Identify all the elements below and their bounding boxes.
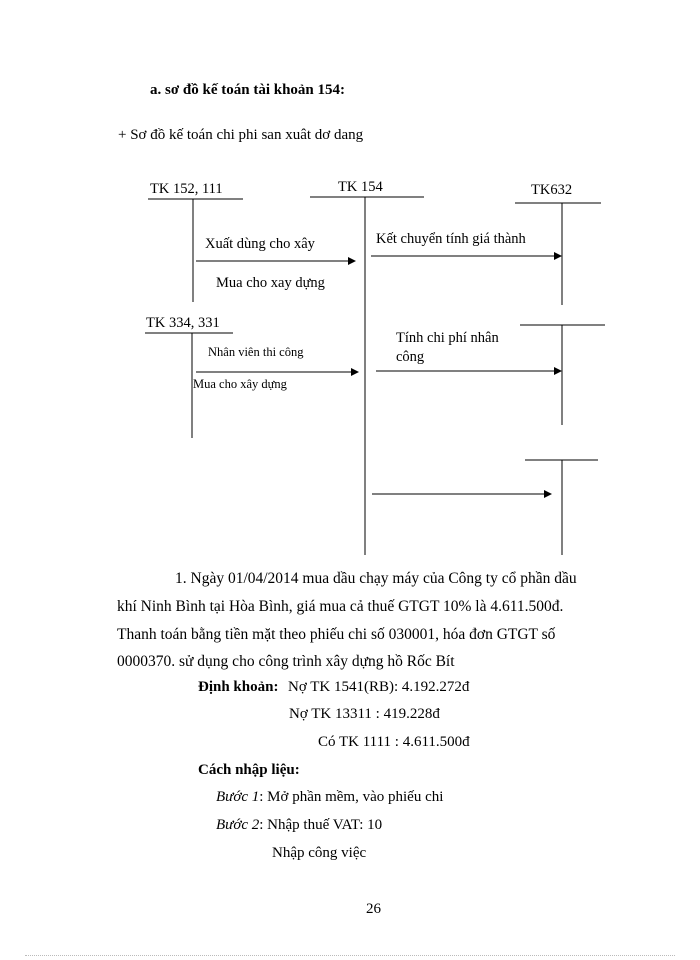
- step-1-text: : Mở phần mềm, vào phiếu chi: [259, 789, 444, 805]
- label-mua-cho-xay-dung-2: Mua cho xây dựng: [193, 377, 287, 391]
- entry-row-3: Có TK 1111 : 4.611.500đ: [318, 734, 470, 750]
- page-number: 26: [366, 901, 381, 917]
- paragraph-line-3: Thanh toán bằng tiền mặt theo phiếu chi số 030001, hóa đơn GTGT số: [117, 626, 556, 643]
- label-nhan-vien: Nhân viên thi công: [208, 345, 304, 359]
- account-label-tk334: TK 334, 331: [146, 315, 220, 331]
- label-mua-cho-xay-dung: Mua cho xay dựng: [216, 275, 325, 291]
- instructions-title: Cách nhập liệu:: [198, 762, 300, 778]
- paragraph-line-1: 1. Ngày 01/04/2014 mua dầu chạy máy của Công ty cổ phần dầu: [175, 570, 577, 587]
- label-xuat-dung: Xuất dùng cho xây: [205, 236, 315, 252]
- account-label-tk154: TK 154: [338, 179, 383, 195]
- paragraph-line-4: 0000370. sử dụng cho công trình xây dựng hồ Rốc Bít: [117, 653, 455, 670]
- label-tinh-chi-phi-line1: Tính chi phí nhân: [396, 330, 499, 346]
- step-1-label: Bước 1: [216, 789, 260, 805]
- section-heading: a. sơ đồ kế toán tài khoản 154:: [150, 82, 346, 98]
- step-2-text: : Nhập thuế VAT: 10: [259, 817, 383, 833]
- step-2-label: Bước 2: [216, 817, 260, 833]
- label-tinh-chi-phi-line2: công: [396, 349, 425, 365]
- subheading: + Sơ đồ kế toán chi phi san xuât dơ dang: [118, 127, 364, 143]
- step-1: [216, 789, 443, 806]
- dinh-khoan-label: Định khoản:: [198, 679, 279, 695]
- label-ket-chuyen: Kết chuyển tính giá thành: [376, 231, 526, 247]
- step-2-extra: Nhập công việc: [272, 845, 367, 861]
- footer-divider: [25, 955, 675, 956]
- step-2: [216, 817, 382, 834]
- paragraph-line-2: khí Ninh Bình tại Hòa Bình, giá mua cả thuế GTGT 10% là 4.611.500đ.: [117, 598, 564, 615]
- entry-row-2: Nợ TK 13311 : 419.228đ: [289, 706, 440, 722]
- entry-row-1: Nợ TK 1541(RB): 4.192.272đ: [288, 679, 470, 695]
- account-label-tk152: TK 152, 111: [150, 181, 223, 197]
- account-label-tk632: TK632: [531, 182, 573, 198]
